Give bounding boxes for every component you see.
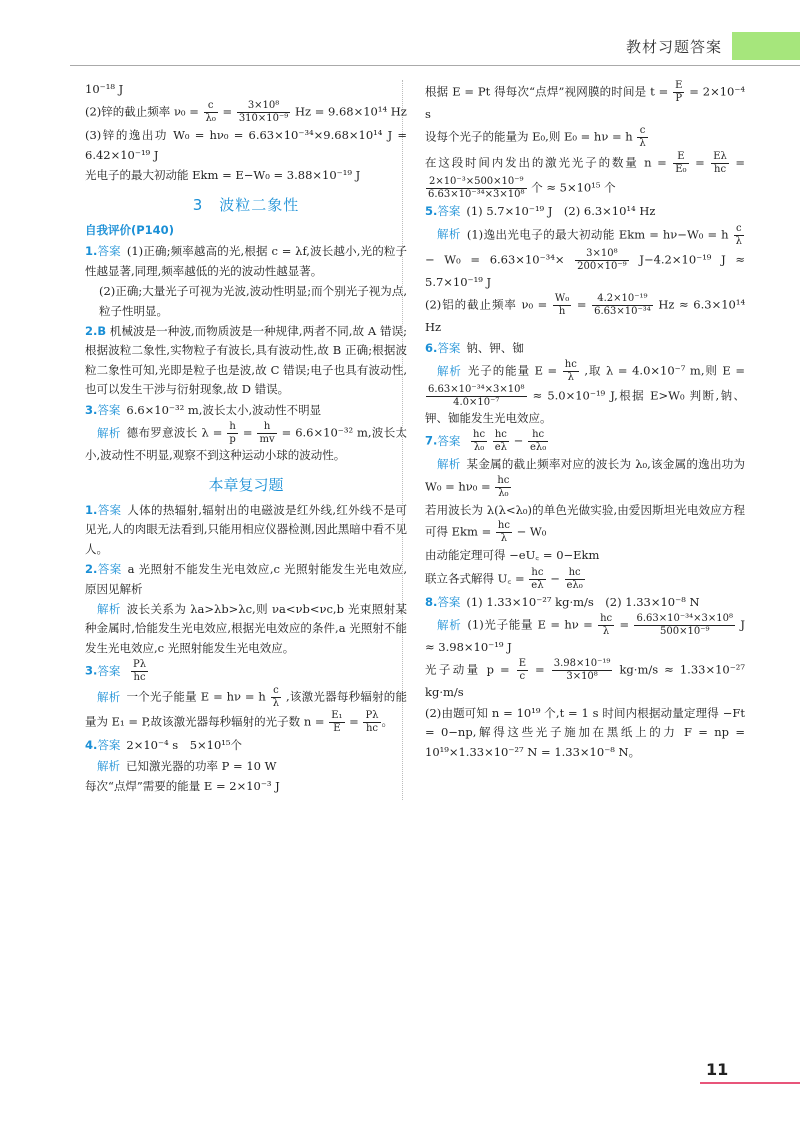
fraction: $\frac{P\lambda}{hc}$ xyxy=(133,659,147,684)
fraction: $\frac{hc}{\text{eλ₀}}$ xyxy=(529,429,547,454)
analysis-item: 解析 一个光子能量 E = hν = h $\frac{c}{\lambda}$ ,该激光器每秒辐射的能量为 E₁ = P,故该激光器每秒辐射的光子数 n = $\frac{\text{E₁}}{E}$ = $\frac{P\lambda}{hc}$ 。 xyxy=(85,685,408,735)
fraction: $\frac{E}{P}$ xyxy=(675,80,683,104)
fraction: $\frac{h}{p}$ xyxy=(229,421,236,446)
text-line: 由动能定理可得 −eU꜀ = 0−Ekm xyxy=(425,548,600,563)
fraction: $\frac{\text{E₁}}{E}$ xyxy=(331,710,343,735)
answer-item: (2)正确;大量光子可视为光波,波动性明显;而个别光子视为点,粒子性明显。 xyxy=(99,284,407,318)
answer-item: 7.答案 $\frac{hc}{\text{λ₀}}$ $\frac{hc}{e\lambda}$ − $\frac{hc}{\text{eλ₀}}$ xyxy=(425,429,547,454)
fraction: $\frac{\text{W₀}}{h}$ xyxy=(554,293,570,318)
text-line: 在这段时间内发出的激光光子的数量 n = $\frac{E}{\text{E₀}}$ = $\frac{E\lambda}{hc}$ = $\frac{\text{2×10⁻³×500×10⁻⁹}}{\text{6.63×10⁻³⁴×3×10⁸}}$ 个 ≈ 5×10¹⁵ 个 xyxy=(425,151,746,201)
fraction: $\frac{c}{\text{λ₀}}$ xyxy=(205,100,216,125)
text-line: (3)锌的逸出功 W₀ = hν₀ = 6.63×10⁻³⁴×9.68×10¹⁴ J = 6.42×10⁻¹⁹ J xyxy=(85,128,407,162)
answer-item: 4.答案 2×10⁻⁴ s 5×10¹⁵个 xyxy=(85,738,243,753)
analysis-item: 解析 波长关系为 λa>λb>λc,则 νa<νb<νc,b 光束照射某种金属时,恰能发生光电效应,根据光电效应的条件,a 光照射不能发生光电效应,c 光照射能发生光电效应。 xyxy=(85,601,408,655)
fraction: $\frac{\text{3×10⁸}}{\text{200×10⁻⁹}}$ xyxy=(577,247,627,272)
analysis-item: 解析 德布罗意波长 λ = $\frac{h}{p}$ = $\frac{h}{mv}$ = 6.6×10⁻³² m,波长太小,波动性不明显,观察不到这种运动小球的波动性。 xyxy=(85,421,408,463)
analysis-item: 解析 已知激光器的功率 P = 10 W xyxy=(97,758,277,773)
text-line: 10⁻¹⁸ J xyxy=(85,82,124,96)
answer-item: 8.答案 (1) 1.33×10⁻²⁷ kg·m/s (2) 1.33×10⁻⁸ N xyxy=(425,594,700,609)
header-accent-bar xyxy=(732,32,800,60)
fraction: $\frac{hc}{e\lambda}$ xyxy=(531,566,544,591)
text-line: 光电子的最大初动能 Ekm = E−W₀ = 3.88×10⁻¹⁹ J xyxy=(85,168,361,183)
fraction: $\frac{\text{6.63×10⁻³⁴×3×10⁸}}{\text{500×10⁻⁹}}$ xyxy=(636,613,734,638)
header-title: 教材习题答案 xyxy=(625,38,722,56)
chapter-review-title: 本章复习题 xyxy=(208,475,284,494)
fraction: $\frac{hc}{\text{λ₀}}$ xyxy=(473,429,486,454)
left-column xyxy=(85,80,407,797)
answer-item: 1.答案 (1)正确;频率越高的光,根据 c = λf,波长越小,光的粒子性越显著,同理,频率越低的光的波动性越显著。 xyxy=(85,244,408,278)
fraction: $\frac{c}{\lambda}$ xyxy=(639,125,646,150)
fraction: $\frac{c}{\lambda}$ xyxy=(272,685,280,710)
text-line: 根据 E = Pt 得每次“点焊”视网膜的时间是 t = $\frac{E}{P}$ = 2×10⁻⁴ s xyxy=(425,80,746,121)
text-line: 每次“点焊”需要的能量 E = 2×10⁻³ J xyxy=(85,778,280,793)
text-line: 若用波长为 λ(λ<λ₀)的单色光做实验,由爱因斯坦光电效应方程可得 Ekm = $\frac{hc}{\lambda}$ − W₀ xyxy=(425,502,745,545)
fraction: $\frac{\text{3×10⁸}}{\text{310×10⁻⁹}}$ xyxy=(238,100,289,125)
fraction: $\frac{h}{mv}$ xyxy=(259,421,275,446)
self-eval-heading: 自我评价(P140) xyxy=(85,223,174,238)
text-line: 联立各式解得 U꜀ = $\frac{hc}{e\lambda}$ − $\frac{hc}{\text{eλ₀}}$ xyxy=(425,566,583,591)
analysis-item: 解析 光子的能量 E = $\frac{hc}{\lambda}$ ,取 λ = 4.0×10⁻⁷ m,则 E = $\frac{\text{6.63×10⁻³⁴×3×10⁸}}{\text{4.0×10⁻⁷}}$ ≈ 5.0×10⁻¹⁹ J,根据 E>W₀ 判断,钠、钾、铷能发生光电效应。 xyxy=(425,359,746,426)
fraction: $\frac{E\lambda}{hc}$ xyxy=(713,151,727,176)
answer-item: 2.答案 a 光照射不能发生光电效应,c 光照射能发生光电效应,原因见解析 xyxy=(85,562,407,596)
fraction: $\frac{hc}{\lambda}$ xyxy=(564,359,577,384)
fraction: $\frac{hc}{\text{eλ₀}}$ xyxy=(566,566,583,591)
analysis-item: 解析 (1)逸出光电子的最大初动能 Ekm = hν−W₀ = h $\frac{c}{\lambda}$ − W₀ = 6.63×10⁻³⁴× $\frac{\text{3×10⁸}}{\text{200×10⁻⁹}}$ J−4.2×10⁻¹⁹ J ≈ 5.7×10⁻¹⁹ J xyxy=(425,222,745,289)
header-rule xyxy=(70,65,800,66)
text-line: (2)锌的截止频率 ν₀ = $\frac{c}{\text{λ₀}}$ = $\frac{\text{3×10⁸}}{\text{310×10⁻⁹}}$ Hz = 9.68×10¹⁴ Hz xyxy=(85,100,407,125)
fraction: $\frac{E}{\text{E₀}}$ xyxy=(675,151,687,176)
answer-item: 2.B 机械波是一种波,而物质波是一种规律,两者不同,故 A 错误;根据波粒二象性,实物粒子有波长,具有波动性,故 B 正确;根据波粒二象性可知,光即是粒子也是波,故 C 错误;电子也具有波动性,也可以发生干涉与衍射现象,故 D 错误。 xyxy=(85,324,407,397)
fraction: $\frac{c}{\lambda}$ xyxy=(735,222,743,247)
section-title: 3 波粒二象性 xyxy=(192,195,300,214)
answer-item: 3.答案 6.6×10⁻³² m,波长太小,波动性不明显 xyxy=(85,402,322,417)
analysis-item: 解析 (1)光子能量 E = hν = $\frac{hc}{\lambda}$ = $\frac{\text{6.63×10⁻³⁴×3×10⁸}}{\text{500×10⁻⁹}}$ J ≈ 3.98×10⁻¹⁹ J xyxy=(425,613,745,655)
fraction: $\frac{\text{3.98×10⁻¹⁹}}{\text{3×10⁸}}$ xyxy=(553,658,611,683)
text-line: 设每个光子的能量为 E₀,则 E₀ = hν = h $\frac{c}{\lambda}$ xyxy=(425,125,646,150)
page-number: 11 xyxy=(706,1060,729,1079)
fraction: $\frac{hc}{\lambda}$ xyxy=(497,520,510,545)
fraction: $\frac{hc}{\text{λ₀}}$ xyxy=(497,474,510,499)
text-line: 光子动量 p = $\frac{E}{c}$ = $\frac{\text{3.98×10⁻¹⁹}}{\text{3×10⁸}}$ kg·m/s ≈ 1.33×10⁻²⁷ kg·m/s xyxy=(425,658,746,700)
fraction: $\frac{\text{4.2×10⁻¹⁹}}{\text{6.63×10⁻³⁴}}$ xyxy=(594,293,651,318)
fraction: $\frac{P\lambda}{hc}$ xyxy=(365,710,379,735)
text-line: (2)由题可知 n = 10¹⁹ 个,t = 1 s 时间内根据动量定理得 −Ft = 0−np,解得这些光子施加在黑纸上的力 F = np = 10¹⁹×1.33×10⁻²⁷ N = 1.33×10⁻⁸ N。 xyxy=(425,705,745,759)
answer-item: 3.答案 $\frac{P\lambda}{hc}$ xyxy=(85,659,147,684)
text-line: (2)铝的截止频率 ν₀ = $\frac{\text{W₀}}{h}$ = $\frac{\text{4.2×10⁻¹⁹}}{\text{6.63×10⁻³⁴}}$ Hz ≈ 6.3×10¹⁴ Hz xyxy=(425,293,746,335)
page-header xyxy=(0,32,800,60)
right-column xyxy=(425,80,745,763)
fraction: $\frac{hc}{e\lambda}$ xyxy=(494,429,507,454)
fraction: $\frac{E}{c}$ xyxy=(518,658,526,683)
analysis-item: 解析 某金属的截止频率对应的波长为 λ₀,该金属的逸出功为 W₀ = hν₀ = $\frac{hc}{\text{λ₀}}$ xyxy=(425,457,745,499)
answer-item: 1.答案 人体的热辐射,辐射出的电磁波是红外线,红外线不是可见光,人的肉眼无法看到,只能用相应仪器检测,因此黑暗中看不见人。 xyxy=(85,502,408,556)
fraction: $\frac{hc}{\lambda}$ xyxy=(600,613,613,638)
footer-accent-line xyxy=(700,1082,800,1084)
answer-item: 5.答案 (1) 5.7×10⁻¹⁹ J (2) 6.3×10¹⁴ Hz xyxy=(425,204,656,219)
fraction: $\frac{\text{6.63×10⁻³⁴×3×10⁸}}{\text{4.0×10⁻⁷}}$ xyxy=(428,384,525,409)
answer-item: 6.答案 钠、钾、铷 xyxy=(425,340,524,355)
fraction: $\frac{\text{2×10⁻³×500×10⁻⁹}}{\text{6.63×10⁻³⁴×3×10⁸}}$ xyxy=(428,176,525,201)
